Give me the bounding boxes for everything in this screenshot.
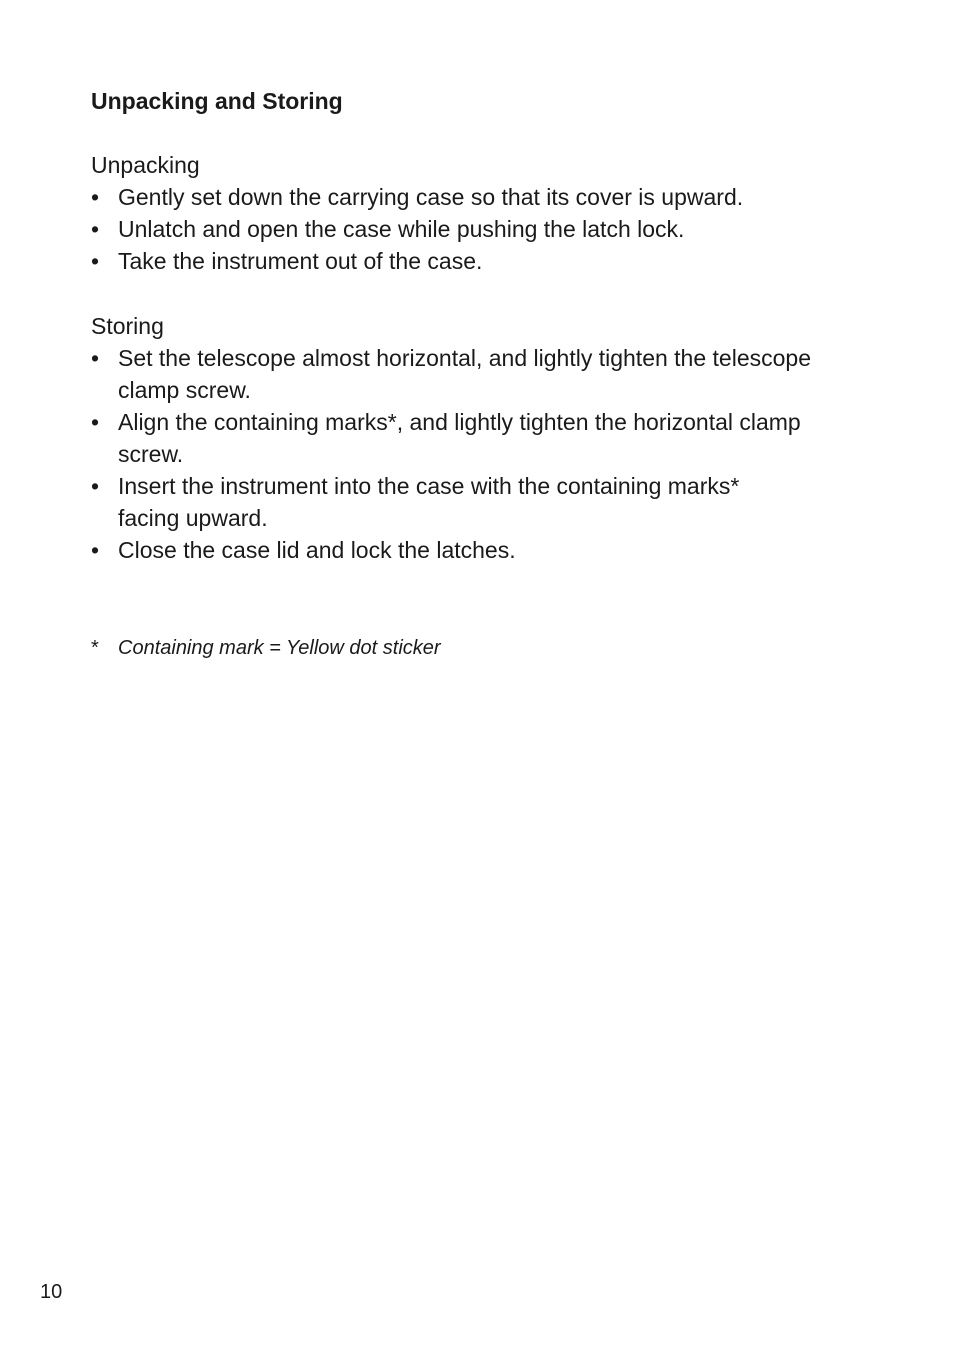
list-item xyxy=(91,181,871,213)
bullet-icon: • xyxy=(91,473,100,499)
list-item xyxy=(91,213,871,245)
list-item-text: Insert the instrument into the case with the containing marks* facing upward. xyxy=(118,473,740,531)
list-item xyxy=(91,534,871,566)
storing-list xyxy=(91,342,871,566)
list-item-text: Take the instrument out of the case. xyxy=(118,248,483,274)
page-title: Unpacking and Storing xyxy=(91,88,343,114)
footnote-text: Containing mark = Yellow dot sticker xyxy=(118,637,441,659)
list-item-text: Close the case lid and lock the latches. xyxy=(118,537,516,563)
bullet-icon: • xyxy=(91,248,100,274)
storing-heading: Storing xyxy=(91,313,164,339)
list-item xyxy=(91,406,871,470)
list-item xyxy=(91,245,871,277)
unpacking-list xyxy=(91,181,871,277)
list-item-text: Gently set down the carrying case so that its cover is upward. xyxy=(118,184,744,210)
list-item xyxy=(91,470,871,534)
list-item-text: Align the containing marks*, and lightly tighten the horizontal clamp screw. xyxy=(118,409,801,467)
list-item xyxy=(91,342,871,406)
list-item-text: Set the telescope almost horizontal, and lightly tighten the telescope clamp screw. xyxy=(118,345,811,403)
bullet-icon: • xyxy=(91,537,100,563)
page-number: 10 xyxy=(40,1281,63,1303)
footnote-mark: * xyxy=(91,637,99,659)
bullet-icon: • xyxy=(91,216,100,242)
footnote xyxy=(91,634,441,662)
list-item-text: Unlatch and open the case while pushing the latch lock. xyxy=(118,216,685,242)
unpacking-heading: Unpacking xyxy=(91,152,200,178)
bullet-icon: • xyxy=(91,409,100,435)
bullet-icon: • xyxy=(91,345,100,371)
bullet-icon: • xyxy=(91,184,100,210)
